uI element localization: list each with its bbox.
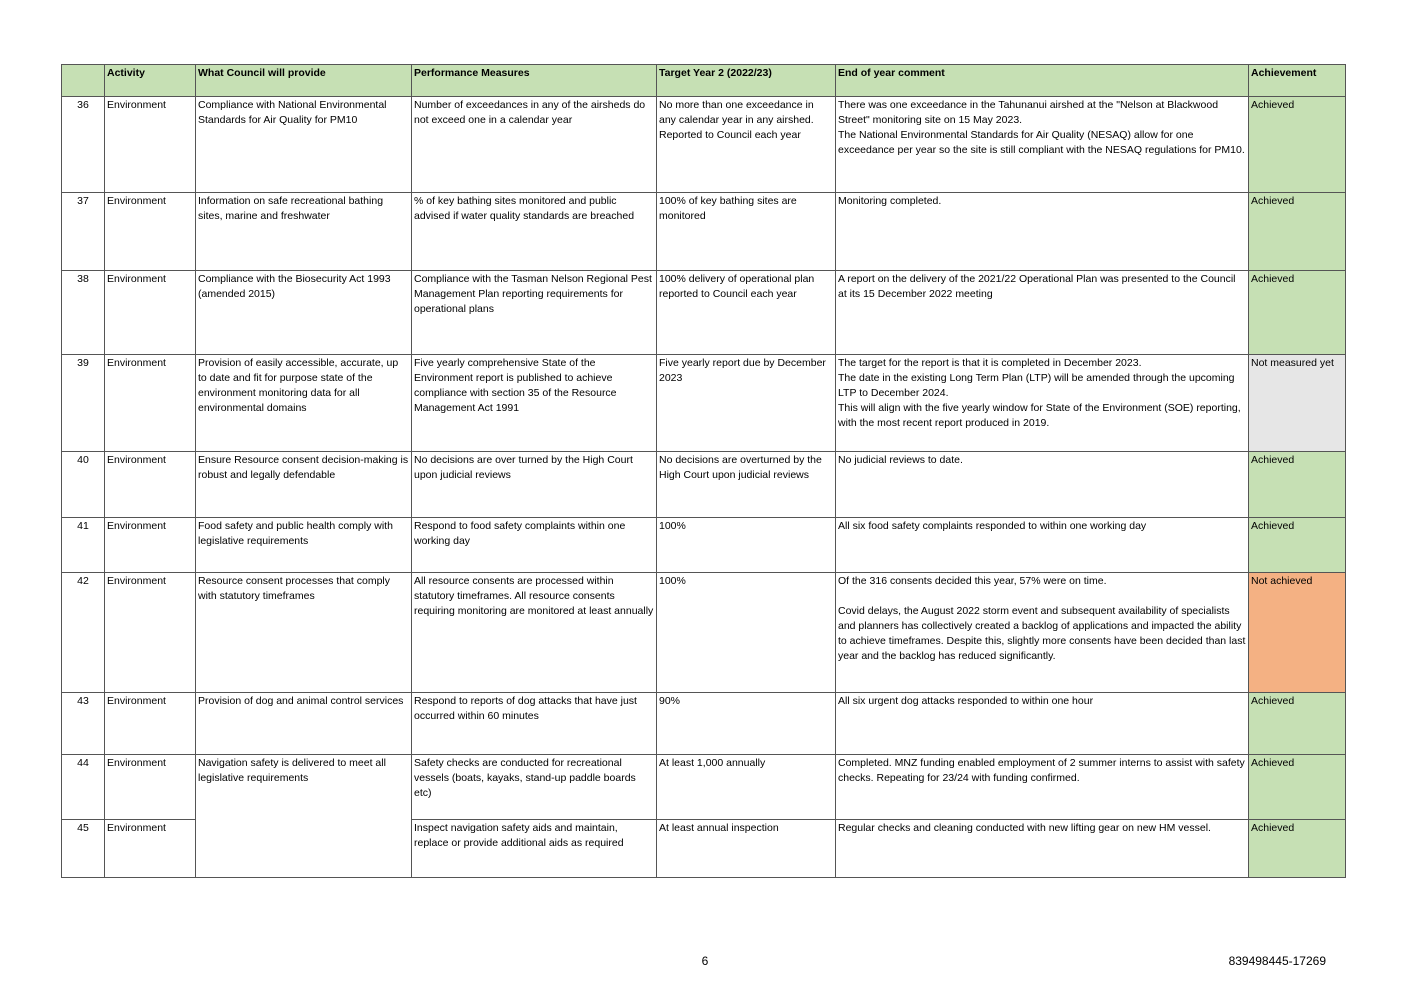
comment-cell	[836, 271, 1249, 355]
comment-text: Of the 316 consents decided this year, 57% were on time. Covid delays, the August 2022 storm event and subsequent availability of specialists and planners has collectively created a backlog of applications and impacted the ability to achieve timeframes. Despite this, slightly more consents have been decided than last year and the backlog has reduced significantly.	[838, 575, 1246, 662]
provide-cell: Resource consent processes that comply with statutory timeframes	[196, 573, 412, 693]
target-cell: At least annual inspection	[657, 820, 836, 878]
achievement-cell: Achieved	[1249, 755, 1346, 820]
row-number: 37	[62, 193, 105, 271]
comment-cell	[836, 820, 1249, 878]
comment-cell	[836, 97, 1249, 193]
comment-text: A report on the delivery of the 2021/22 Operational Plan was presented to the Council at its 15 December 2022 meeting	[838, 273, 1236, 300]
activity-cell: Environment	[105, 820, 196, 878]
comment-cell	[836, 755, 1249, 820]
measure-cell: All resource consents are processed within statutory timeframes. All resource consents requiring monitoring are monitored at least annually	[412, 573, 657, 693]
header-measures: Performance Measures	[412, 65, 657, 97]
provide-cell: Information on safe recreational bathing sites, marine and freshwater	[196, 193, 412, 271]
target-cell: No more than one exceedance in any calendar year in any airshed. Reported to Council each year	[657, 97, 836, 193]
comment-cell	[836, 452, 1249, 518]
comment-text: There was one exceedance in the Tahunanui airshed at the "Nelson at Blackwood Street" monitoring site on 15 May 2023. The National Environmental Standards for Air Quality (NESAQ) allow for one exceedance per year so the site is still compliant with the NESAQ regulations for PM10.	[838, 99, 1245, 156]
table-row	[62, 693, 1346, 755]
table-row	[62, 193, 1346, 271]
achievement-cell: Not measured yet	[1249, 355, 1346, 452]
provide-cell: Provision of easily accessible, accurate, up to date and fit for purpose state of the environment monitoring data for all environmental domains	[196, 355, 412, 452]
measure-cell: Respond to reports of dog attacks that have just occurred within 60 minutes	[412, 693, 657, 755]
measure-cell: Number of exceedances in any of the airsheds do not exceed one in a calendar year	[412, 97, 657, 193]
provide-cell: Food safety and public health comply with legislative requirements	[196, 518, 412, 573]
achievement-cell: Achieved	[1249, 693, 1346, 755]
comment-cell	[836, 518, 1249, 573]
comment-text: All six food safety complaints responded to within one working day	[838, 520, 1147, 532]
row-number: 44	[62, 755, 105, 820]
activity-cell: Environment	[105, 355, 196, 452]
document-id: 839498445-17269	[1228, 954, 1326, 968]
target-cell: At least 1,000 annually	[657, 755, 836, 820]
achievement-cell: Achieved	[1249, 97, 1346, 193]
page-number: 6	[701, 954, 709, 968]
comment-text: Monitoring completed.	[838, 195, 942, 207]
achievement-cell: Not achieved	[1249, 573, 1346, 693]
activity-cell: Environment	[105, 193, 196, 271]
activity-cell: Environment	[105, 755, 196, 820]
provide-cell: Navigation safety is delivered to meet all legislative requirements	[196, 755, 412, 878]
measure-cell: Five yearly comprehensive State of the Environment report is published to achieve compliance with section 35 of the Resource Management Act 1991	[412, 355, 657, 452]
comment-text: No judicial reviews to date.	[838, 454, 963, 466]
activity-cell: Environment	[105, 693, 196, 755]
target-cell: 100% of key bathing sites are monitored	[657, 193, 836, 271]
comment-text: All six urgent dog attacks responded to within one hour	[838, 695, 1094, 707]
row-number: 41	[62, 518, 105, 573]
provide-cell: Compliance with National Environmental Standards for Air Quality for PM10	[196, 97, 412, 193]
comment-cell	[836, 693, 1249, 755]
header-achievement: Achievement	[1249, 65, 1346, 97]
table-row	[62, 518, 1346, 573]
row-number: 39	[62, 355, 105, 452]
comment-text: The target for the report is that it is completed in December 2023. The date in the existing Long Term Plan (LTP) will be amended through the upcoming LTP to December 2024. This will align with the five yearly window for State of the Environment (SOE) reporting, with the most recent report produced in 2019.	[838, 357, 1241, 429]
comment-text: Regular checks and cleaning conducted with new lifting gear on new HM vessel.	[838, 822, 1211, 834]
table-row	[62, 355, 1346, 452]
row-number: 38	[62, 271, 105, 355]
measure-cell: Safety checks are conducted for recreational vessels (boats, kayaks, stand-up paddle boards etc)	[412, 755, 657, 820]
measure-cell: Inspect navigation safety aids and maintain, replace or provide additional aids as required	[412, 820, 657, 878]
header-provide: What Council will provide	[196, 65, 412, 97]
table-row	[62, 573, 1346, 693]
header-activity: Activity	[105, 65, 196, 97]
activity-cell: Environment	[105, 452, 196, 518]
table-header-row	[62, 65, 1346, 97]
measure-cell: Compliance with the Tasman Nelson Regional Pest Management Plan reporting requirements for operational plans	[412, 271, 657, 355]
target-cell: 90%	[657, 693, 836, 755]
comment-text: Completed. MNZ funding enabled employment of 2 summer interns to assist with safety checks. Repeating for 23/24 with funding confirmed.	[838, 757, 1245, 784]
measure-cell: No decisions are over turned by the High Court upon judicial reviews	[412, 452, 657, 518]
achievement-cell: Achieved	[1249, 193, 1346, 271]
target-cell: 100%	[657, 518, 836, 573]
header-comment: End of year comment	[836, 65, 1249, 97]
achievement-cell: Achieved	[1249, 518, 1346, 573]
measure-cell: % of key bathing sites monitored and public advised if water quality standards are breached	[412, 193, 657, 271]
activity-cell: Environment	[105, 518, 196, 573]
achievement-cell: Achieved	[1249, 820, 1346, 878]
table-row	[62, 271, 1346, 355]
provide-cell: Ensure Resource consent decision-making is robust and legally defendable	[196, 452, 412, 518]
row-number: 43	[62, 693, 105, 755]
row-number: 42	[62, 573, 105, 693]
row-number: 36	[62, 97, 105, 193]
provide-cell: Compliance with the Biosecurity Act 1993 (amended 2015)	[196, 271, 412, 355]
table-row	[62, 452, 1346, 518]
header-target: Target Year 2 (2022/23)	[657, 65, 836, 97]
row-number: 40	[62, 452, 105, 518]
target-cell: 100% delivery of operational plan reported to Council each year	[657, 271, 836, 355]
achievement-cell: Achieved	[1249, 271, 1346, 355]
target-cell: 100%	[657, 573, 836, 693]
header-number	[62, 65, 105, 97]
target-cell: No decisions are overturned by the High Court upon judicial reviews	[657, 452, 836, 518]
row-number: 45	[62, 820, 105, 878]
measure-cell: Respond to food safety complaints within one working day	[412, 518, 657, 573]
activity-cell: Environment	[105, 271, 196, 355]
provide-cell: Provision of dog and animal control services	[196, 693, 412, 755]
performance-table	[61, 64, 1346, 878]
table-row	[62, 97, 1346, 193]
comment-cell	[836, 355, 1249, 452]
achievement-cell: Achieved	[1249, 452, 1346, 518]
table-row	[62, 755, 1346, 820]
comment-cell	[836, 193, 1249, 271]
activity-cell: Environment	[105, 97, 196, 193]
activity-cell: Environment	[105, 573, 196, 693]
target-cell: Five yearly report due by December 2023	[657, 355, 836, 452]
comment-cell	[836, 573, 1249, 693]
